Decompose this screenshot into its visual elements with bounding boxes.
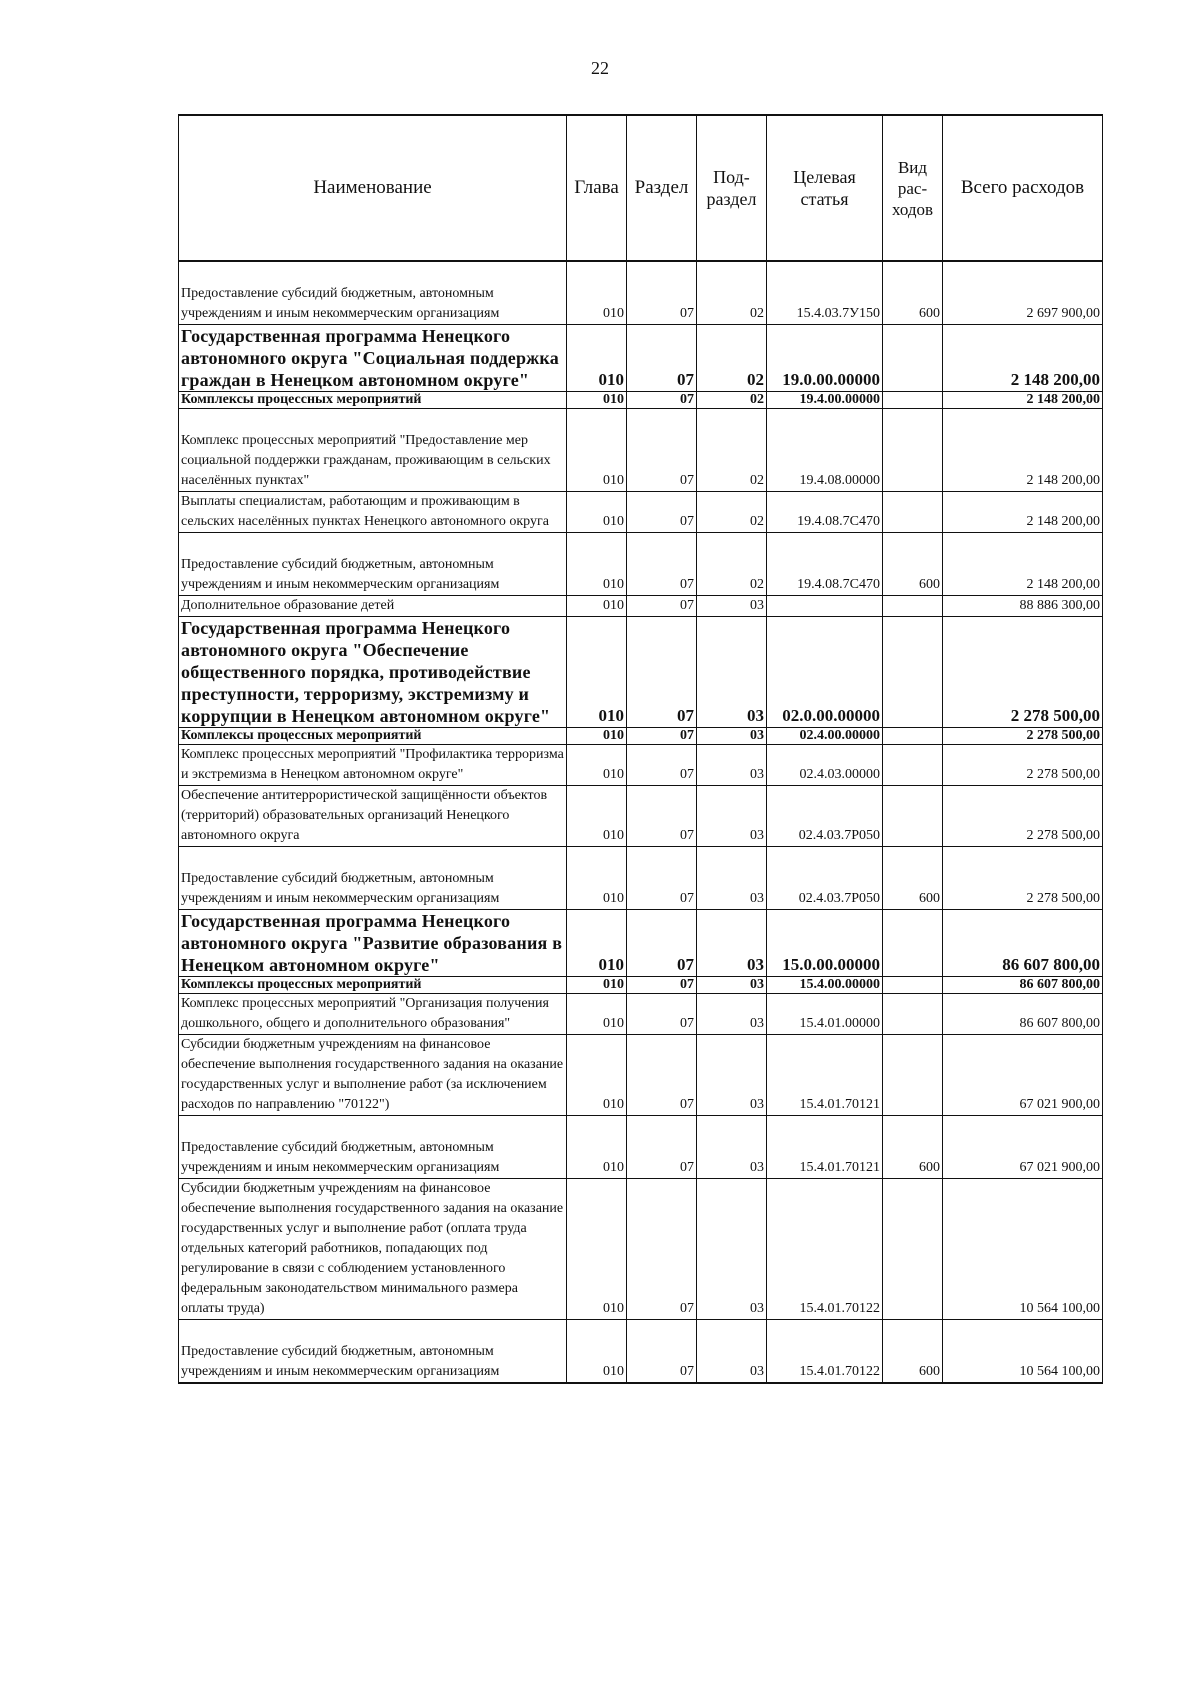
table-row [179,596,1103,617]
cell-name: Комплексы процессных мероприятий [179,392,567,409]
cell-podrazdel: 03 [697,910,767,977]
cell-glava: 010 [567,596,627,617]
cell-vid [883,994,943,1035]
cell-glava: 010 [567,492,627,533]
cell-statya: 15.4.01.70121 [767,1035,883,1116]
cell-name: Комплекс процессных мероприятий "Организация получения дошкольного, общего и дополнительного образования" [179,994,567,1035]
cell-vid [883,392,943,409]
table-row [179,392,1103,409]
cell-podrazdel: 03 [697,786,767,847]
cell-glava: 010 [567,533,627,596]
cell-name: Государственная программа Ненецкого автономного округа "Развитие образования в Ненецком автономном округе" [179,910,567,977]
cell-statya: 15.4.01.00000 [767,994,883,1035]
cell-podrazdel: 02 [697,261,767,325]
cell-glava: 010 [567,910,627,977]
header-vid-line1: Вид [897,157,928,177]
cell-podrazdel: 02 [697,409,767,492]
header-total: Всего расходов [943,115,1103,261]
header-vid-line3: ходов [891,199,934,219]
cell-razdel: 07 [627,492,697,533]
table-row [179,745,1103,786]
header-vid [883,115,943,261]
cell-glava: 010 [567,409,627,492]
cell-statya: 02.4.03.00000 [767,745,883,786]
cell-razdel: 07 [627,977,697,994]
cell-razdel: 07 [627,745,697,786]
header-statya-line1: Целевая [793,167,856,187]
cell-podrazdel: 03 [697,1116,767,1179]
cell-total: 2 278 500,00 [943,728,1103,745]
cell-podrazdel: 03 [697,847,767,910]
cell-podrazdel: 03 [697,617,767,728]
cell-name: Обеспечение антитеррористической защищённости объектов (территорий) образовательных организаций Ненецкого автономного округа [179,786,567,847]
cell-razdel: 07 [627,409,697,492]
table-header [179,115,1103,261]
cell-podrazdel: 03 [697,977,767,994]
cell-vid [883,1179,943,1320]
cell-glava: 010 [567,1035,627,1116]
cell-vid [883,325,943,392]
cell-total: 2 148 200,00 [943,533,1103,596]
table-row [179,1320,1103,1384]
header-razdel: Раздел [627,115,697,261]
cell-total: 2 148 200,00 [943,409,1103,492]
cell-statya: 15.4.01.70122 [767,1320,883,1384]
cell-vid [883,745,943,786]
table-row [179,1035,1103,1116]
header-podrazdel-line2: раздел [706,189,757,209]
cell-glava: 010 [567,977,627,994]
cell-name: Государственная программа Ненецкого автономного округа "Социальная поддержка граждан в Ненецком автономном округе" [179,325,567,392]
table-row [179,994,1103,1035]
cell-razdel: 07 [627,1179,697,1320]
cell-name: Предоставление субсидий бюджетным, автономным учреждениям и иным некоммерческим организациям [179,261,567,325]
cell-razdel: 07 [627,533,697,596]
cell-total: 67 021 900,00 [943,1116,1103,1179]
cell-vid [883,1035,943,1116]
cell-podrazdel: 02 [697,325,767,392]
header-statya-line2: статья [800,189,849,209]
table-body [179,261,1103,1383]
cell-name: Субсидии бюджетным учреждениям на финансовое обеспечение выполнения государственного задания на оказание государственных услуг и выполнение работ (оплата труда отдельных категорий работников, попадающих под регулирование в связи с соблюдением установленного федеральным законодательством минимального размера оплаты труда) [179,1179,567,1320]
table-row [179,977,1103,994]
cell-podrazdel: 03 [697,1035,767,1116]
cell-total: 2 148 200,00 [943,325,1103,392]
cell-vid: 600 [883,847,943,910]
cell-vid [883,492,943,533]
cell-name: Предоставление субсидий бюджетным, автономным учреждениям и иным некоммерческим организациям [179,533,567,596]
cell-total: 2 148 200,00 [943,492,1103,533]
table-row [179,492,1103,533]
cell-vid [883,728,943,745]
cell-total: 86 607 800,00 [943,994,1103,1035]
cell-statya: 15.4.01.70121 [767,1116,883,1179]
header-podrazdel-line1: Под- [713,167,750,187]
cell-razdel: 07 [627,786,697,847]
cell-total: 10 564 100,00 [943,1179,1103,1320]
cell-name: Дополнительное образование детей [179,596,567,617]
cell-total: 2 278 500,00 [943,617,1103,728]
table-row [179,617,1103,728]
cell-name: Предоставление субсидий бюджетным, автономным учреждениям и иным некоммерческим организациям [179,1320,567,1384]
table-row [179,409,1103,492]
table-row [179,325,1103,392]
table-row [179,847,1103,910]
cell-podrazdel: 02 [697,533,767,596]
table-row [179,1116,1103,1179]
cell-statya: 02.4.03.7Р050 [767,786,883,847]
cell-glava: 010 [567,786,627,847]
cell-total: 2 278 500,00 [943,847,1103,910]
cell-name: Государственная программа Ненецкого автономного округа "Обеспечение общественного порядка, противодействие преступности, терроризму, экстремизму и коррупции в Ненецком автономном округе" [179,617,567,728]
cell-total: 86 607 800,00 [943,910,1103,977]
cell-glava: 010 [567,728,627,745]
header-glava: Глава [567,115,627,261]
cell-statya: 02.4.00.00000 [767,728,883,745]
cell-podrazdel: 03 [697,1320,767,1384]
cell-statya: 19.4.08.7С470 [767,492,883,533]
cell-vid: 600 [883,261,943,325]
cell-vid [883,977,943,994]
table-row [179,910,1103,977]
cell-podrazdel: 02 [697,492,767,533]
cell-total: 88 886 300,00 [943,596,1103,617]
cell-vid [883,786,943,847]
cell-vid [883,910,943,977]
cell-name: Выплаты специалистам, работающим и проживающим в сельских населённых пунктах Ненецкого автономного округа [179,492,567,533]
cell-razdel: 07 [627,261,697,325]
cell-glava: 010 [567,261,627,325]
cell-total: 2 278 500,00 [943,745,1103,786]
cell-statya: 19.4.08.00000 [767,409,883,492]
cell-total: 2 148 200,00 [943,392,1103,409]
cell-podrazdel: 02 [697,392,767,409]
table-row [179,533,1103,596]
cell-razdel: 07 [627,728,697,745]
page-number: 22 [591,58,609,78]
cell-statya: 19.0.00.00000 [767,325,883,392]
cell-name: Субсидии бюджетным учреждениям на финансовое обеспечение выполнения государственного задания на оказание государственных услуг и выполнение работ (за исключением расходов по направлению "70122") [179,1035,567,1116]
cell-razdel: 07 [627,1035,697,1116]
cell-razdel: 07 [627,847,697,910]
cell-name: Предоставление субсидий бюджетным, автономным учреждениям и иным некоммерческим организациям [179,847,567,910]
cell-name: Комплексы процессных мероприятий [179,728,567,745]
cell-statya: 15.4.01.70122 [767,1179,883,1320]
cell-glava: 010 [567,745,627,786]
cell-statya: 19.4.08.7С470 [767,533,883,596]
cell-glava: 010 [567,325,627,392]
table-row [179,728,1103,745]
cell-glava: 010 [567,847,627,910]
cell-glava: 010 [567,1179,627,1320]
cell-razdel: 07 [627,910,697,977]
cell-vid [883,596,943,617]
cell-statya: 15.0.00.00000 [767,910,883,977]
header-name: Наименование [179,115,567,261]
cell-podrazdel: 03 [697,596,767,617]
cell-total: 67 021 900,00 [943,1035,1103,1116]
header-statya [767,115,883,261]
cell-total: 10 564 100,00 [943,1320,1103,1384]
cell-vid [883,617,943,728]
cell-statya: 19.4.00.00000 [767,392,883,409]
cell-statya: 15.4.00.00000 [767,977,883,994]
cell-vid: 600 [883,1116,943,1179]
cell-glava: 010 [567,994,627,1035]
cell-name: Предоставление субсидий бюджетным, автономным учреждениям и иным некоммерческим организациям [179,1116,567,1179]
cell-razdel: 07 [627,1320,697,1384]
cell-glava: 010 [567,1116,627,1179]
cell-statya: 02.4.03.7Р050 [767,847,883,910]
cell-statya: 15.4.03.7У150 [767,261,883,325]
cell-podrazdel: 03 [697,745,767,786]
table-row [179,786,1103,847]
cell-statya: 02.0.00.00000 [767,617,883,728]
cell-glava: 010 [567,392,627,409]
cell-total: 86 607 800,00 [943,977,1103,994]
table-row [179,261,1103,325]
cell-glava: 010 [567,1320,627,1384]
cell-razdel: 07 [627,325,697,392]
cell-vid [883,409,943,492]
cell-total: 2 278 500,00 [943,786,1103,847]
cell-name: Комплексы процессных мероприятий [179,977,567,994]
cell-glava: 010 [567,617,627,728]
cell-podrazdel: 03 [697,1179,767,1320]
cell-podrazdel: 03 [697,728,767,745]
cell-razdel: 07 [627,596,697,617]
header-vid-line2: рас- [897,178,928,198]
cell-razdel: 07 [627,994,697,1035]
cell-vid: 600 [883,1320,943,1384]
cell-razdel: 07 [627,1116,697,1179]
cell-total: 2 697 900,00 [943,261,1103,325]
cell-podrazdel: 03 [697,994,767,1035]
cell-razdel: 07 [627,392,697,409]
header-podrazdel [697,115,767,261]
cell-razdel: 07 [627,617,697,728]
budget-table [178,114,1103,1384]
cell-statya [767,596,883,617]
cell-name: Комплекс процессных мероприятий "Предоставление мер социальной поддержки гражданам, проживающим в сельских населённых пунктах" [179,409,567,492]
cell-vid: 600 [883,533,943,596]
table-row [179,1179,1103,1320]
cell-name: Комплекс процессных мероприятий "Профилактика терроризма и экстремизма в Ненецком автономном округе" [179,745,567,786]
